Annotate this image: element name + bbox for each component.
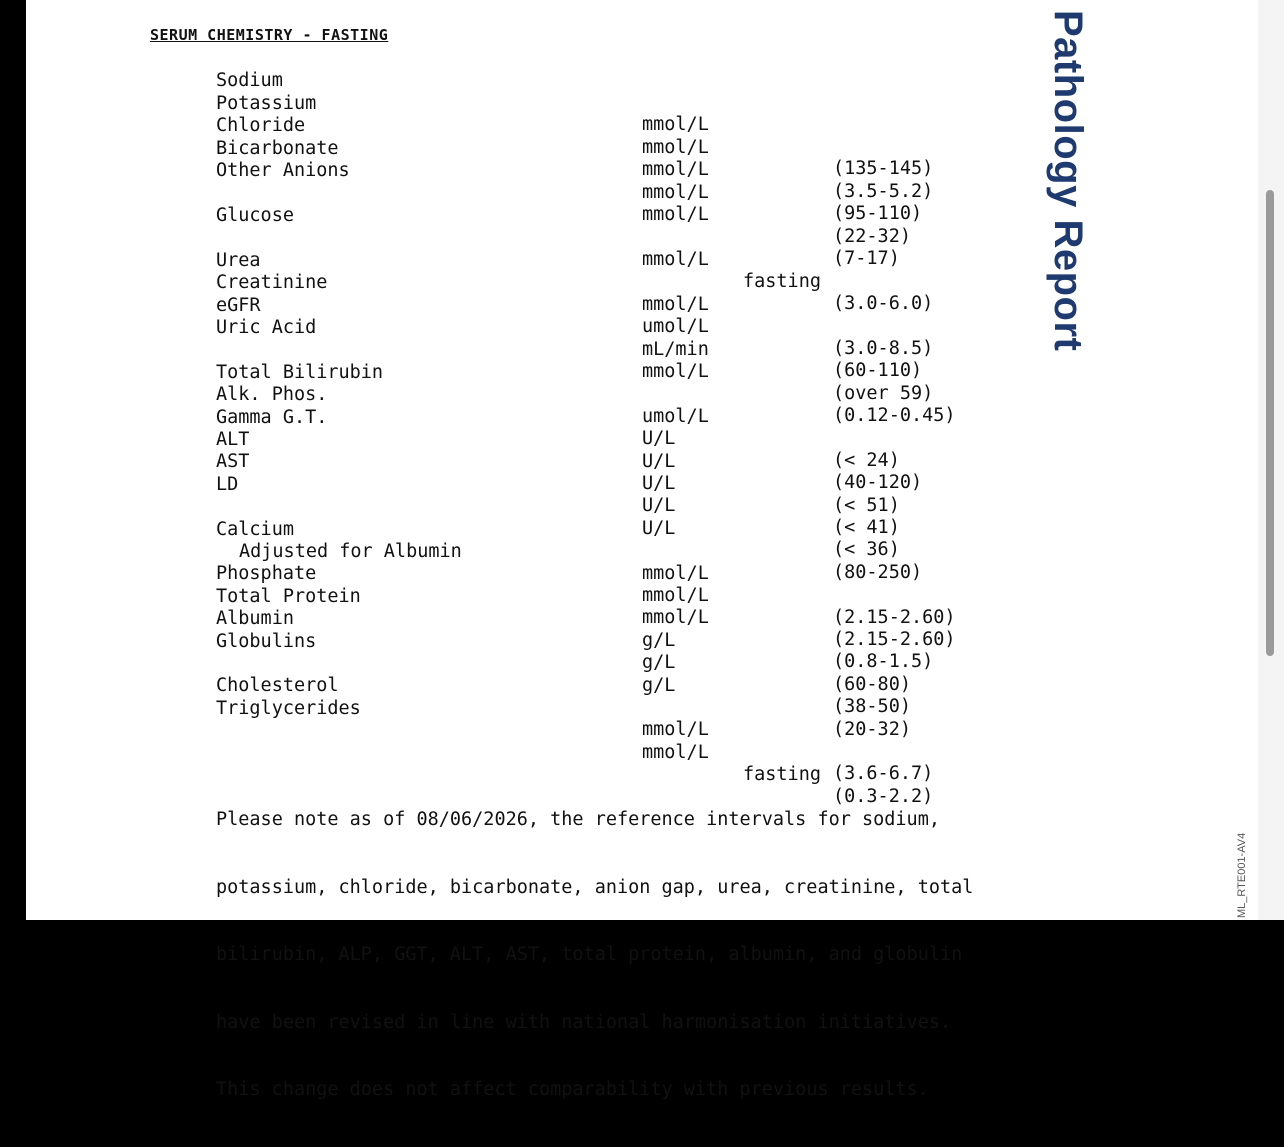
reference-range: (2.15-2.60) bbox=[833, 629, 956, 650]
reference-range: (95-110) bbox=[833, 203, 923, 224]
reference-range: (3.6-6.7) bbox=[833, 763, 934, 784]
note-line: This change does not affect comparability with previous results. bbox=[216, 1079, 929, 1100]
section-title: SERUM CHEMISTRY - FASTING bbox=[150, 26, 389, 44]
test-name: LD bbox=[216, 473, 239, 495]
test-unit: U/L bbox=[642, 473, 676, 494]
test-unit: mL/min bbox=[642, 338, 709, 360]
test-unit: umol/L bbox=[642, 316, 709, 337]
reference-range: (20-32) bbox=[833, 718, 911, 740]
test-name: Urea bbox=[216, 250, 261, 271]
reference-range: (< 36) bbox=[833, 539, 900, 560]
test-unit: mmol/L bbox=[642, 159, 709, 180]
test-flag: fasting bbox=[743, 271, 821, 292]
document-code: ML_RTE001-AV4 bbox=[1236, 832, 1248, 918]
test-unit: g/L bbox=[642, 630, 676, 651]
test-unit: U/L bbox=[642, 428, 676, 449]
note-line: potassium, chloride, bicarbonate, anion gap, urea, creatinine, total bbox=[216, 876, 974, 898]
note-line: bilirubin, ALP, GGT, ALT, AST, total protein, albumin, and globulin bbox=[216, 944, 963, 965]
reference-interval-note bbox=[216, 764, 973, 1147]
reference-range: (80-250) bbox=[833, 561, 923, 583]
test-name: Creatinine bbox=[216, 272, 328, 293]
reference-range: (0.8-1.5) bbox=[833, 651, 934, 672]
test-name: Chloride bbox=[216, 115, 306, 136]
test-unit: mmol/L bbox=[642, 563, 709, 584]
reference-range: (< 24) bbox=[833, 450, 900, 471]
test-name: Sodium bbox=[216, 70, 283, 91]
reference-range: (38-50) bbox=[833, 696, 911, 717]
test-name: Adjusted for Albumin bbox=[239, 541, 462, 562]
test-unit: mmol/L bbox=[642, 136, 709, 158]
test-unit: mmol/L bbox=[642, 181, 709, 203]
test-unit: U/L bbox=[642, 450, 676, 472]
reference-range: (60-110) bbox=[833, 360, 923, 381]
test-name: ALT bbox=[216, 429, 250, 450]
test-unit: mmol/L bbox=[642, 361, 709, 382]
test-name: Bicarbonate bbox=[216, 137, 339, 159]
test-name: Phosphate bbox=[216, 563, 317, 584]
reference-range: (2.15-2.60) bbox=[833, 607, 956, 628]
test-name: Alk. Phos. bbox=[216, 384, 328, 405]
test-unit: mmol/L bbox=[642, 294, 709, 315]
test-unit: g/L bbox=[642, 652, 676, 673]
note-line: Please note as of 08/06/2026, the reference intervals for sodium, bbox=[216, 809, 940, 830]
test-unit: g/L bbox=[642, 674, 676, 696]
test-name: Total Bilirubin bbox=[216, 362, 384, 383]
reference-range: (0.3-2.2) bbox=[833, 786, 934, 807]
test-name: Glucose bbox=[216, 205, 294, 226]
test-unit: mmol/L bbox=[642, 742, 709, 763]
test-name: Calcium bbox=[216, 519, 294, 540]
reference-range: (< 51) bbox=[833, 494, 900, 516]
report-page bbox=[26, 0, 1258, 1100]
test-unit: mmol/L bbox=[642, 114, 709, 135]
test-unit: mmol/L bbox=[642, 585, 709, 606]
reference-range: (7-17) bbox=[833, 248, 900, 269]
reference-range: (22-32) bbox=[833, 225, 911, 247]
test-name: Albumin bbox=[216, 608, 294, 629]
reference-range: (over 59) bbox=[833, 382, 934, 404]
test-name: Cholesterol bbox=[216, 675, 339, 696]
test-name: AST bbox=[216, 451, 250, 472]
test-name: eGFR bbox=[216, 294, 261, 316]
reference-range: (3.0-6.0) bbox=[833, 293, 934, 314]
test-unit: mmol/L bbox=[642, 204, 709, 225]
report-title: Pathology Report bbox=[1046, 10, 1090, 352]
test-unit: U/L bbox=[642, 495, 676, 516]
test-flag: fasting bbox=[743, 764, 821, 785]
reference-range: (135-145) bbox=[833, 158, 934, 179]
note-line: have been revised in line with national harmonisation initiatives. bbox=[216, 1011, 952, 1033]
test-unit: U/L bbox=[642, 517, 676, 539]
test-unit: mmol/L bbox=[642, 607, 709, 628]
test-name: Globulins bbox=[216, 630, 317, 652]
reference-range: (< 41) bbox=[833, 517, 900, 538]
reference-range: (40-120) bbox=[833, 472, 923, 493]
vertical-scrollbar[interactable] bbox=[1266, 190, 1274, 656]
test-name: Potassium bbox=[216, 92, 317, 114]
test-name: Other Anions bbox=[216, 160, 350, 181]
test-name: Gamma G.T. bbox=[216, 406, 328, 428]
test-name: Triglycerides bbox=[216, 698, 361, 719]
reference-range: (0.12-0.45) bbox=[833, 405, 956, 426]
test-unit: mmol/L bbox=[642, 249, 709, 270]
reference-range: (3.0-8.5) bbox=[833, 338, 934, 359]
test-unit: mmol/L bbox=[642, 719, 709, 740]
test-name: Uric Acid bbox=[216, 317, 317, 338]
test-name: Total Protein bbox=[216, 586, 361, 607]
test-unit: umol/L bbox=[642, 406, 709, 427]
reference-range: (60-80) bbox=[833, 674, 911, 695]
reference-range: (3.5-5.2) bbox=[833, 180, 934, 202]
